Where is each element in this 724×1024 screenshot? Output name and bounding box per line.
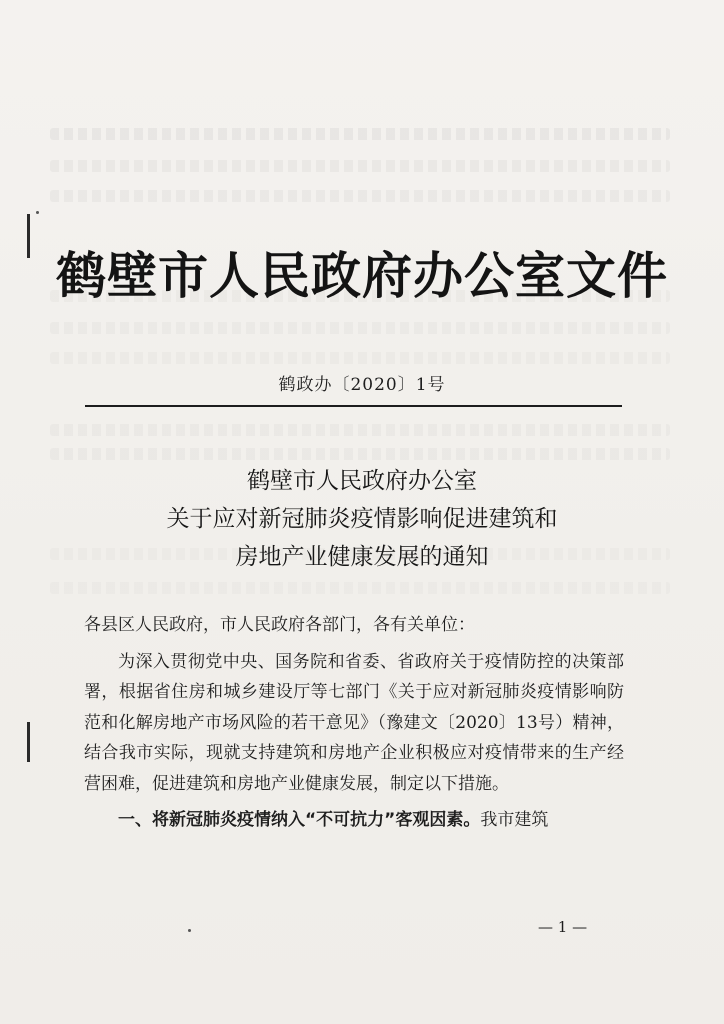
page-number: — 1 —: [538, 918, 588, 936]
section-paragraph: [84, 805, 624, 836]
bleed-through-line: [50, 582, 670, 594]
bleed-through-line: [50, 322, 670, 334]
bleed-through-line: [50, 160, 670, 172]
scan-speck: [36, 211, 39, 214]
document-number: 鹤政办〔2020〕1号: [278, 375, 446, 395]
section-heading: 一、将新冠肺炎疫情纳入“不可抗力”客观因素。: [118, 810, 481, 830]
body-paragraph: 为深入贯彻党中央、国务院和省委、省政府关于疫情防控的决策部署，根据省住房和城乡建设厅等七部门《关于应对新冠肺炎疫情影响防范和化解房地产市场风险的若干意见》（豫建文〔2020〕13号）精神，结合我市实际，现就支持建筑和房地产企业积极应对疫情带来的生产经营困难，促进建筑和房地产业健康发展，制定以下措施。: [84, 651, 624, 794]
document-body: [84, 610, 624, 842]
bleed-through-line: [50, 190, 670, 202]
scan-speck: [188, 929, 191, 932]
section-text: 我市建筑: [480, 810, 549, 830]
issuing-authority-header: 鹤壁市人民政府办公室文件: [56, 247, 668, 305]
bleed-through-line: [50, 448, 670, 460]
notice-title: [0, 462, 724, 576]
bleed-through-line: [50, 352, 670, 364]
bleed-through-line: [50, 128, 670, 140]
salutation: 各县区人民政府，市人民政府各部门，各有关单位：: [84, 615, 475, 635]
notice-title-line: 房地产业健康发展的通知: [235, 544, 489, 570]
notice-title-line: 关于应对新冠肺炎疫情影响促进建筑和: [166, 506, 558, 532]
bleed-through-line: [50, 424, 670, 436]
binding-mark: [27, 722, 30, 762]
notice-title-line: 鹤壁市人民政府办公室: [247, 468, 477, 494]
header-divider: [85, 405, 622, 407]
